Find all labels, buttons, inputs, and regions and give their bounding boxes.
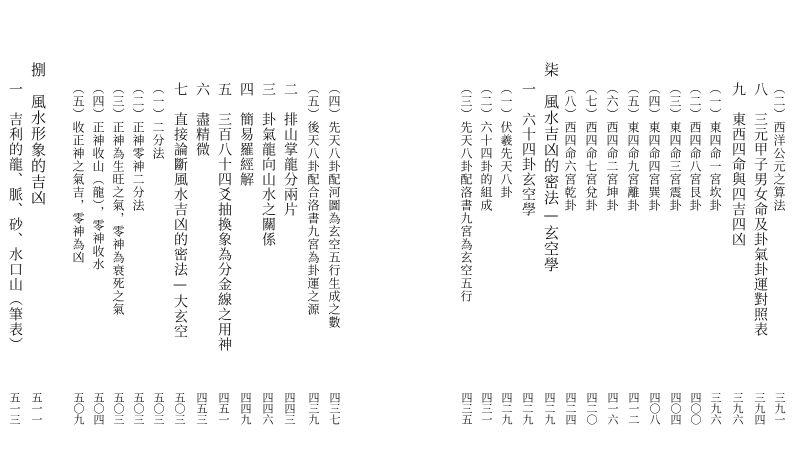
toc-entry: （二）西洋公元之算法 [772,82,786,212]
page-number: 五〇三 [112,392,125,425]
page-number: 四五一 [217,392,230,425]
toc-entry: 一 六十四卦玄空學 [520,82,536,217]
toc-entry: （五）東四命九宮離卦 [626,82,640,212]
page-number: 四二〇 [585,392,598,425]
page-number: 五一三 [8,392,21,425]
toc-entry: （二）西四命八宮艮卦 [688,82,702,212]
page-number: 五〇四 [92,392,105,425]
page-number: 五〇九 [72,392,85,425]
page-number: 五〇三 [173,392,186,425]
toc-entry: （二）六十四卦的組成 [479,82,493,212]
toc-entry: 八 三元甲子男女命及卦氣卦運對照表 [752,82,768,337]
toc-entry: 三 卦氣龍向山水之關係 [260,82,276,247]
toc-entry: （五）收正神之氣吉，零神為凶 [71,82,85,264]
page-number: 四〇八 [648,392,661,425]
page-number: 五〇三 [152,392,165,425]
page-number: 四〇四 [669,392,682,425]
page-number: 四二九 [500,392,513,425]
toc-entry: 四 簡易羅經解 [238,82,254,187]
page-number: 四二九 [543,392,556,425]
toc-entry: （三）先天八卦配洛書九宮為玄空五行 [459,82,473,303]
toc-entry: （七）西四命七宮兌卦 [584,82,598,212]
page-number: 四二四 [564,392,577,425]
toc-entry: （三）東四命三宮震卦 [668,82,682,212]
toc-entry: （一）東四命一宮坎卦 [708,82,722,212]
toc-entry: 六 盡精微 [194,82,210,157]
toc-entry: （五）後天八卦配合洛書九宮為卦運之源 [306,82,320,316]
toc-entry: 五 三百八十四爻抽換象為分金線之用神 [216,82,232,352]
page-number: 三九六 [709,392,722,425]
page-number: 四四三 [283,392,296,425]
toc-entry: （一）伏羲先天八卦 [499,82,513,199]
toc-entry: （二）正神零神二分法 [131,82,145,212]
page-number: 四三五 [460,392,473,425]
toc-entry: （四）東四命四宮巽卦 [647,82,661,212]
toc-entry: （八）西四命六宮乾卦 [563,82,577,212]
toc-entry: 二 排山掌龍分兩片 [282,82,298,217]
page-number: 四四六 [261,392,274,425]
page-number: 四一二 [627,392,640,425]
page-number: 四四九 [239,392,252,425]
page-number: 四五三 [195,392,208,425]
page-number: 三九六 [731,392,744,425]
page-number: 五〇三 [132,392,145,425]
toc-entry: 九 東西四命與四吉四凶 [730,82,746,247]
toc-entry: 一 吉利的龍、脈、砂、水口山（筆表） [7,82,23,352]
toc-entry: （四）正神收山（龍），零神收水 [91,82,105,271]
toc-entry: （一）二分法 [151,82,165,160]
page-number: 四三一 [480,392,493,425]
page-number: 五一一 [30,392,43,425]
page-number: 四一六 [606,392,619,425]
page-number: 三九四 [753,392,766,425]
page-number: 四三七 [328,392,341,425]
page-number: 三九一 [773,392,786,425]
page-number: 四三九 [307,392,320,425]
page-number: 四〇〇 [689,392,702,425]
toc-entry: （六）西四命二宮坤卦 [605,82,619,212]
chapter-title: 捌 風水形象的吉凶 [29,62,47,206]
page-number: 四二九 [521,392,534,425]
chapter-title: 柒 風水吉凶的密法—玄空學 [542,62,560,273]
toc-entry: 七 直接論斷風水吉凶的密法—大玄空 [172,82,188,339]
toc-entry: （四）先天八卦配河圖為玄空五行生成之數 [327,82,341,329]
toc-entry: （三）正神為生旺之氣，零神為衰死之氣 [111,82,125,316]
